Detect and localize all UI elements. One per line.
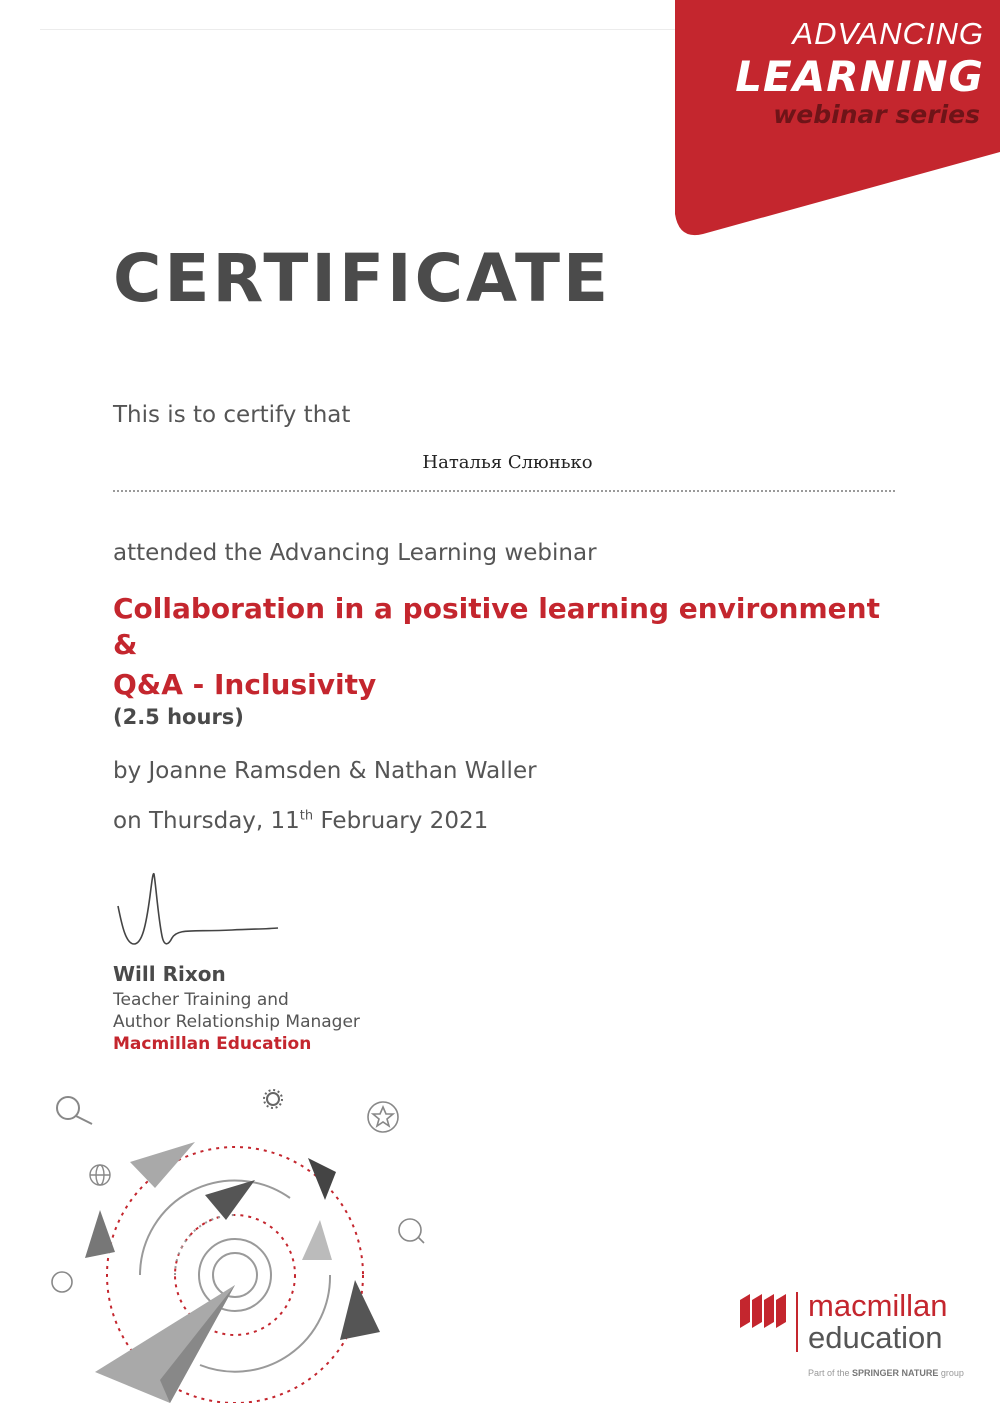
course-title-ampersand: & bbox=[113, 628, 138, 661]
logo-sub-prefix: Part of the bbox=[808, 1368, 853, 1378]
logo-sub-brand: SPRINGER NATURE bbox=[852, 1368, 939, 1378]
globe-icon bbox=[90, 1165, 110, 1185]
gear-icon bbox=[264, 1090, 282, 1108]
attended-text: attended the Advancing Learning webinar bbox=[113, 540, 597, 566]
course-title-line2: Q&A - Inclusivity bbox=[113, 668, 377, 701]
signatory-role-line1: Teacher Training and bbox=[113, 990, 289, 1010]
signatory-organization: Macmillan Education bbox=[113, 1034, 312, 1054]
course-hours: (2.5 hours) bbox=[113, 705, 244, 729]
banner-learning: LEARNING bbox=[735, 52, 984, 101]
date-rest: February 2021 bbox=[313, 808, 489, 834]
presenters: by Joanne Ramsden & Nathan Waller bbox=[113, 758, 537, 784]
logo-sub-suffix: group bbox=[938, 1368, 964, 1378]
top-rule bbox=[40, 29, 680, 30]
certificate-title: CERTIFICATE bbox=[113, 240, 612, 317]
certify-text: This is to certify that bbox=[113, 402, 351, 428]
chat-bubble-icon bbox=[52, 1219, 424, 1292]
recipient-dotted-line bbox=[113, 490, 895, 492]
signature bbox=[112, 866, 292, 956]
logo-macmillan: macmillan bbox=[808, 1288, 948, 1323]
webinar-date bbox=[113, 808, 488, 834]
recipient-name: Наталья Слюнько bbox=[422, 452, 593, 473]
search-icon bbox=[57, 1097, 92, 1124]
date-prefix: on Thursday, 11 bbox=[113, 808, 300, 834]
macmillan-logo-mark bbox=[738, 1292, 788, 1330]
signatory-role-line2: Author Relationship Manager bbox=[113, 1012, 360, 1032]
logo-divider bbox=[796, 1292, 798, 1352]
star-icon bbox=[368, 1102, 398, 1132]
date-suffix: th bbox=[299, 808, 314, 824]
logo-parent-company bbox=[808, 1368, 964, 1378]
banner-advancing: ADVANCING bbox=[792, 16, 984, 51]
logo-education: education bbox=[808, 1320, 943, 1355]
banner-webinar-series: webinar series bbox=[773, 100, 980, 129]
course-title-line1: Collaboration in a positive learning environment bbox=[113, 592, 880, 625]
decorative-artwork bbox=[40, 1080, 440, 1403]
signatory-name: Will Rixon bbox=[113, 962, 226, 986]
